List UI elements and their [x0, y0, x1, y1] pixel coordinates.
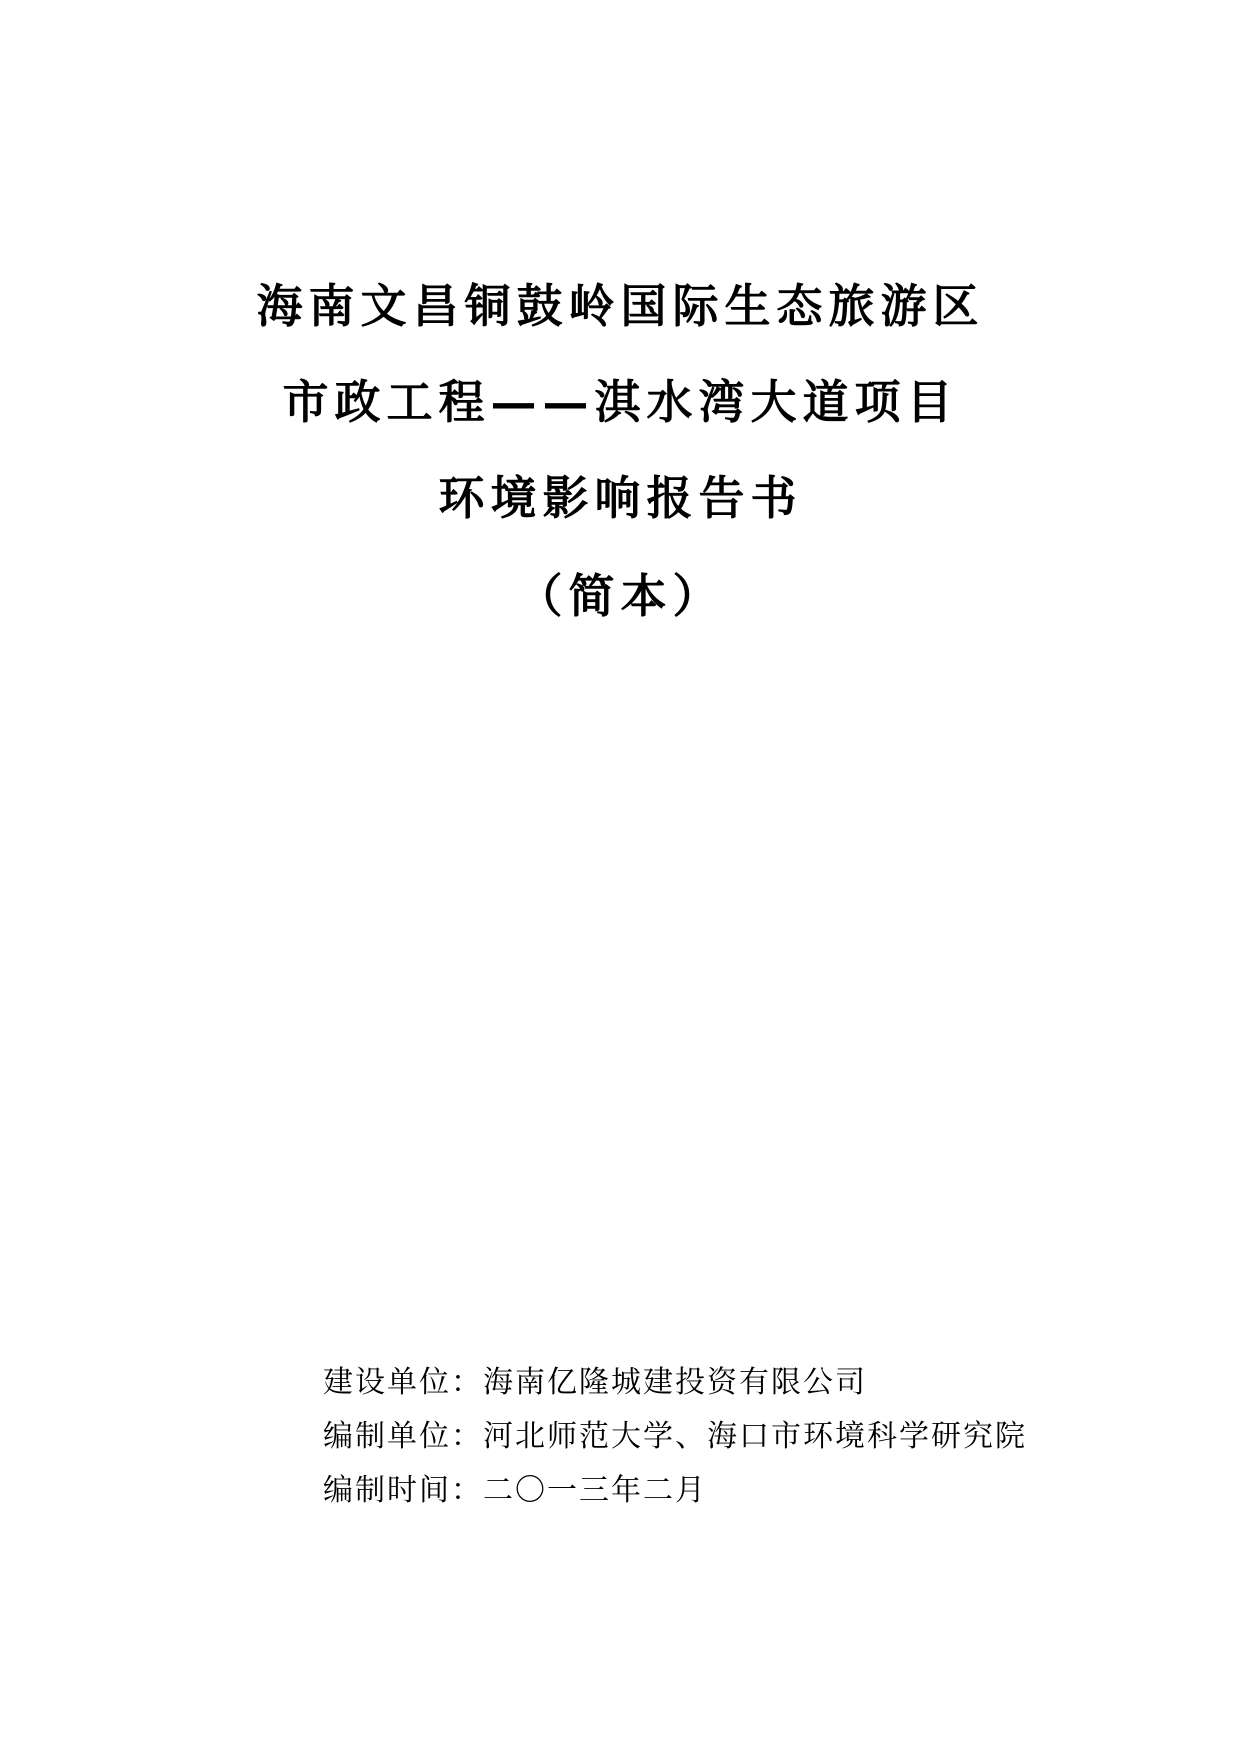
builder-row — [323, 1363, 867, 1403]
title-line-2: 市政工程——淇水湾大道项目 — [282, 375, 959, 429]
date-label: 编制时间： — [323, 1473, 483, 1508]
title-line-3: 环境影响报告书 — [438, 471, 803, 525]
title-line-1: 海南文昌铜鼓岭国际生态旅游区 — [256, 279, 985, 333]
editor-label: 编制单位： — [323, 1419, 483, 1454]
builder-label: 建设单位： — [323, 1365, 483, 1400]
date-row — [323, 1471, 707, 1511]
date-value: 二〇一三年二月 — [483, 1473, 707, 1508]
title-line-4: （简本） — [516, 569, 725, 623]
editor-value: 河北师范大学、海口市环境科学研究院 — [483, 1419, 1027, 1454]
editor-row — [323, 1417, 1027, 1457]
builder-value: 海南亿隆城建投资有限公司 — [483, 1365, 867, 1400]
